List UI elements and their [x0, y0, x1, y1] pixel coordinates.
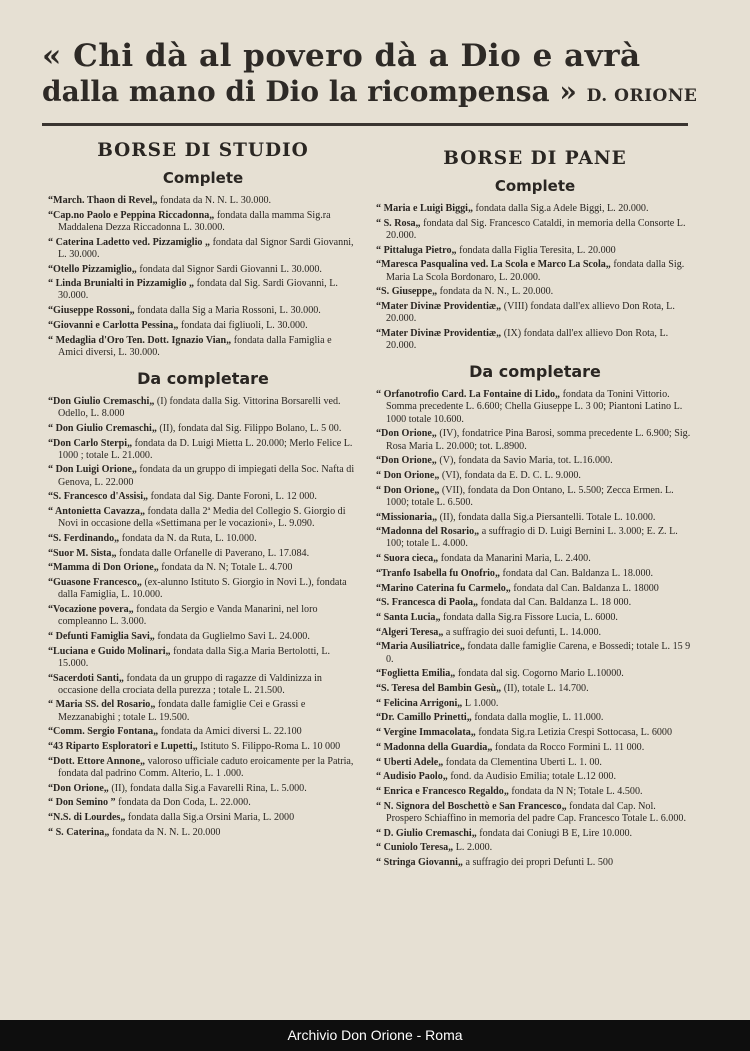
entry-details: fondata Sig.ra Letizia Crespi Sottocasa, L. 6000 — [475, 727, 673, 739]
list-item — [48, 491, 358, 503]
entry-name: “ Stringa Giovanni„ — [376, 856, 463, 868]
list-item — [376, 597, 694, 609]
entry-name: “N.S. di Lourdes„ — [48, 812, 126, 824]
list-item — [376, 526, 694, 550]
entry-details: fondata dal Can. Baldanza L. 18000 — [510, 582, 659, 594]
entry-name: “Suor M. Sista„ — [48, 547, 117, 559]
entry-name: “Mater Divinæ Providentiæ„ — [376, 300, 502, 312]
entry-details: fondata dal Sig. Francesco Cataldi, in memoria della Consorte L. 20.000. — [386, 217, 686, 241]
list-item — [376, 553, 694, 565]
entry-name: “ S. Rosa„ — [376, 217, 421, 229]
studio-complete-list — [48, 195, 358, 359]
entry-name: “ Orfanotrofio Card. La Fontaine di Lido„ — [376, 389, 561, 401]
entry-details: fondata dalla Famiglia e Amici diversi, L. 30.000. — [58, 334, 332, 358]
entry-name: “Sacerdoti Santi„ — [48, 672, 124, 684]
list-item — [376, 612, 694, 624]
list-item — [376, 712, 694, 724]
entry-name: “Maria Ausiliatrice„ — [376, 641, 465, 653]
entry-name: “Giovanni e Carlotta Pessina„ — [48, 319, 179, 331]
title-line-2 — [42, 75, 702, 108]
entry-name: “Luciana e Guido Molinari„ — [48, 645, 171, 657]
entry-details: fondata dal Cap. Nol. Prospero Schiaffino in memoria del padre Cap. Francesco Totale L. 6.000. — [386, 800, 686, 824]
entry-name: “ Don Giulio Cremaschi„ — [48, 422, 157, 434]
entry-details: fondata dalle Orfanelle di Paverano, L. 17.084. — [116, 547, 310, 559]
pane-todo-heading: Da completare — [469, 362, 601, 382]
entry-details: fondata da D. Luigi Mietta L. 20.000; Merlo Felice L. 1000 ; totale L. 21.000. — [58, 437, 353, 461]
entry-details: fondata dal Signor Sardi Giovanni L. 30.000. — [136, 263, 322, 275]
entry-details: fondata dalla Sig.a Adele Biggi, L. 20.000. — [473, 203, 649, 214]
entry-details: fondata da un gruppo di impiegati della Soc. Nafta di Genova, L. 22.000 — [58, 464, 355, 488]
entry-name: “Mamma di Don Orione„ — [48, 562, 159, 574]
entry-details: fondata da N. N; Totale L. 4.700 — [158, 562, 293, 574]
entry-name: “Algeri Teresa„ — [376, 626, 444, 638]
entry-name: “S. Ferdinando„ — [48, 532, 120, 544]
list-item — [48, 726, 358, 738]
list-item — [48, 464, 358, 488]
entry-name: “ Caterina Ladetto ved. Pizzamiglio „ — [48, 236, 211, 248]
entry-details: fondata dalla 2ª Media del Collegio S. Giorgio di Novi in occasione della «Settimana per le vocazioni», L. 9.090. — [58, 506, 346, 530]
entry-details: fondata dalle famiglie Carena, e Bossedi; totale L. 15 9 0. — [386, 641, 691, 665]
entry-details: a suffragio dei propri Defunti L. 500 — [462, 856, 613, 868]
entry-details: fondata da Amici diversi L. 22.100 — [158, 726, 302, 738]
entry-details: (II), fondata dal Sig. Filippo Bolano, L. 5 00. — [156, 422, 342, 434]
entry-name: “ Pittaluga Pietro„ — [376, 244, 457, 256]
entry-details: fondata da Clementina Uberti L. 1. 00. — [443, 756, 602, 768]
list-item — [48, 278, 358, 302]
list-item — [376, 641, 694, 665]
entry-name: “Giuseppe Rossoni„ — [48, 305, 135, 317]
entry-details: (V), fondata da Savio Maria, tot. L.16.000. — [436, 455, 613, 467]
entry-name: “ Defunti Famiglia Savi„ — [48, 630, 155, 642]
entry-name: “S. Teresa del Bambin Gesù„ — [376, 683, 502, 694]
entry-details: fondata da Tonini Vittorio. Somma precedente L. 6.600; Chella Giuseppe L. 3 00; Piantoni Latino L. 1000 totale 10.600. — [386, 389, 683, 425]
entry-name: “ Don Luigi Orione„ — [48, 464, 137, 476]
title-rule — [42, 123, 688, 126]
left-column — [48, 140, 358, 841]
entry-name: “Don Giulio Cremaschi„ — [48, 395, 155, 407]
right-column — [376, 148, 694, 872]
title-author: D. ORIONE — [586, 85, 698, 106]
entry-details: fondata da N. N., L. 20.000. — [437, 286, 554, 298]
list-item — [48, 604, 358, 628]
list-item — [376, 683, 694, 695]
list-item — [48, 699, 358, 723]
entry-details: fondata da un gruppo di ragazze di Valdinizza in occasione della crociata della purezza ; totale L. 21.500. — [58, 672, 322, 696]
list-item — [376, 512, 694, 524]
list-item — [376, 389, 694, 426]
entry-name: “Maresca Pasqualina ved. La Scola e Marco La Scola„ — [376, 259, 611, 271]
entry-name: “ Felicina Arrigoni„ — [376, 697, 463, 709]
entry-details: fondata dalla Sig. Maria La Scola Bordonaro, L. 20.000. — [386, 259, 685, 283]
list-item — [376, 485, 694, 509]
entry-name: “ Vergine Immacolata„ — [376, 727, 476, 739]
list-item — [48, 533, 358, 545]
entry-details: (II), totale L. 14.700. — [501, 683, 589, 694]
entry-name: “Don Carlo Sterpi„ — [48, 437, 133, 449]
list-item — [48, 548, 358, 560]
entry-name: “Dott. Ettore Annone„ — [48, 755, 146, 767]
entry-name: “Foglietta Emilia„ — [376, 668, 456, 680]
entry-name: “Don Orione„ — [48, 782, 109, 794]
list-item — [376, 245, 694, 257]
entry-name: “Marino Caterina fu Carmelo„ — [376, 582, 511, 594]
entry-details: fondata dal Sig. Sardi Giovanni, L. 30.000. — [58, 278, 338, 302]
entry-details: fondata dalle famiglie Cei e Grassi e Mezzanabighi ; totale L. 19.500. — [58, 699, 306, 723]
list-item — [376, 801, 694, 825]
entry-details: fondata da Rocco Formini L. 11 000. — [492, 741, 645, 753]
entry-name: “Tranfo Isabella fu Onofrio„ — [376, 567, 501, 579]
entry-details: fondata dai figliuoli, L. 30.000. — [178, 319, 308, 331]
list-item — [376, 786, 694, 798]
entry-details: fondata dalla Sig.ra Fissore Lucia, L. 6000. — [440, 611, 618, 623]
entry-name: “ Maria e Luigi Biggi„ — [376, 203, 474, 214]
entry-details: fondata dal Signor Sardi Giovanni, L. 30.000. — [58, 236, 354, 260]
entry-name: “S. Francesca di Paola„ — [376, 597, 479, 609]
pane-todo-list — [376, 389, 694, 869]
entry-details: fondata dalla Figlia Teresita, L. 20.000 — [456, 244, 616, 256]
pane-complete-list — [376, 203, 694, 352]
list-item — [376, 568, 694, 580]
entry-name: “Comm. Sergio Fontana„ — [48, 726, 159, 738]
list-item — [48, 237, 358, 261]
list-item — [376, 828, 694, 840]
title-line-1: « Chi dà al povero dà a Dio e avrà — [42, 38, 641, 74]
entry-name: “ Enrica e Francesco Regaldo„ — [376, 785, 509, 797]
list-item — [376, 698, 694, 710]
list-item — [48, 438, 358, 462]
entry-name: “ Cuniolo Teresa„ — [376, 842, 454, 854]
list-item — [376, 470, 694, 482]
entry-details: fondata da Guglielmo Savi L. 24.000. — [154, 630, 310, 642]
entry-details: (II), fondata dalla Sig.a Favarelli Rina, L. 5.000. — [108, 782, 307, 794]
list-item — [48, 562, 358, 574]
list-item — [376, 583, 694, 595]
entry-name: “Madonna del Rosario„ — [376, 526, 480, 538]
list-item — [48, 827, 358, 839]
entry-details: fondata da N. N. L. 20.000 — [109, 826, 221, 838]
studio-complete-heading: Complete — [162, 169, 244, 187]
entry-details: fondata dalla Sig.a Orsini Maria, L. 2000 — [125, 812, 295, 824]
entry-details: Istituto S. Filippo-Roma L. 10 000 — [197, 741, 341, 753]
list-item — [48, 783, 358, 795]
entry-name: “43 Riparto Esploratori e Lupetti„ — [48, 741, 198, 753]
entry-details: fondata da Manarini Maria, L. 2.400. — [438, 553, 591, 565]
list-item — [48, 506, 358, 530]
entry-name: “ Santa Lucia„ — [376, 611, 441, 623]
list-item — [48, 210, 358, 234]
entry-details: (ex-alunno Istituto S. Giorgio in Novi L.), fondata dalla Famiglia, L. 10.000. — [58, 577, 347, 601]
entry-details: fondata dalla mamma Sig.ra Maddalena Dezza Riccadonna L. 30.000. — [58, 209, 331, 233]
list-item — [48, 631, 358, 643]
entry-details: fondata da N N; Totale L. 4.500. — [508, 785, 643, 797]
entry-details: fondata da N. N. L. 30.000. — [157, 195, 272, 206]
entry-name: “March. Thaon di Revel„ — [48, 195, 158, 206]
list-item — [48, 396, 358, 420]
entry-details: fondata dalla moglie, L. 11.000. — [471, 712, 604, 724]
entry-details: a suffragio di D. Luigi Bernini L. 3.000; E. Z. L. 100; totale L. 4.000. — [386, 526, 678, 550]
list-item — [376, 668, 694, 680]
entry-name: “Cap.no Paolo e Peppina Riccadonna„ — [48, 209, 215, 221]
list-item — [48, 195, 358, 207]
list-item — [376, 857, 694, 869]
list-item — [48, 305, 358, 317]
entry-details: fondata dalla Sig a Maria Rossoni, L. 30.000. — [134, 305, 321, 317]
list-item — [376, 218, 694, 242]
entry-details: (I) fondata dalla Sig. Vittorina Borsarelli ved. Odello, L. 8.000 — [58, 395, 341, 420]
list-item — [376, 203, 694, 215]
studio-todo-heading: Da completare — [137, 368, 269, 388]
list-item — [48, 335, 358, 359]
entry-details: (II), fondata dalla Sig.a Piersantelli. Totale L. 10.000. — [437, 511, 656, 523]
title-line-2-text: dalla mano di Dio la ricompensa » — [42, 74, 577, 108]
list-item — [376, 727, 694, 739]
entry-details: (VII), fondata da Don Ontano, L. 5.500; Zecca Ermen. L. 1000; totale L. 6.500. — [386, 484, 674, 508]
entry-details: L. 2.000. — [453, 842, 493, 854]
list-item — [48, 423, 358, 435]
entry-details: fond. da Audisio Emilia; totale L.12 000. — [447, 771, 617, 783]
entry-details: (VI), fondata da E. D. C. L. 9.000. — [439, 469, 581, 481]
list-item — [376, 286, 694, 298]
list-item — [376, 742, 694, 754]
entry-details: (IV), fondatrice Pina Barosi, somma precedente L. 6.900; Sig. Rosa Maria L. 20.000; tot. L.8900. — [386, 428, 691, 452]
entry-name: “S. Francesco d'Assisi„ — [48, 491, 149, 503]
entry-name: “ Madonna della Guardia„ — [376, 741, 493, 753]
list-item — [376, 301, 694, 325]
entry-name: “Don Orione„ — [376, 455, 437, 467]
entry-details: fondata da Don Coda, L. 22.000. — [115, 797, 251, 809]
entry-name: “ Maria SS. del Rosario„ — [48, 699, 156, 711]
borse-studio-heading: BORSE DI STUDIO — [97, 140, 309, 161]
entry-details: fondata dal sig. Cogorno Mario L.10000. — [455, 668, 624, 680]
entry-name: “Guasone Francesco„ — [48, 577, 142, 589]
list-item — [376, 771, 694, 783]
list-item — [48, 741, 358, 753]
page-title — [42, 38, 702, 108]
entry-details: fondata dal Can. Baldanza L. 18.000. — [500, 567, 654, 579]
list-item — [376, 627, 694, 639]
entry-name: “ Antonietta Cavazza„ — [48, 506, 145, 518]
entry-name: “ N. Signora del Boschettò e San Francesco„ — [376, 800, 567, 812]
entry-name: “ Uberti Adele„ — [376, 756, 444, 768]
entry-name: “ Don Orione„ — [376, 484, 440, 496]
entry-name: “Mater Divinæ Providentiæ„ — [376, 327, 502, 339]
entry-name: “ Medaglia d'Oro Ten. Dott. Ignazio Vian„ — [48, 334, 232, 346]
entry-details: fondata da Sergio e Vanda Manarini, nel loro compleanno L. 3.000. — [58, 603, 318, 628]
list-item — [376, 757, 694, 769]
entry-name: “S. Giuseppe„ — [376, 286, 438, 298]
list-item — [48, 646, 358, 670]
list-item — [48, 264, 358, 276]
borse-pane-heading: BORSE DI PANE — [443, 148, 627, 169]
entry-name: “ D. Giulio Cremaschi„ — [376, 827, 477, 839]
list-item — [48, 812, 358, 824]
entry-name: “ Linda Brunialti in Pizzamiglio „ — [48, 278, 195, 290]
list-item — [376, 259, 694, 283]
list-item — [376, 842, 694, 854]
list-item — [376, 455, 694, 467]
list-item — [376, 328, 694, 352]
entry-name: “Dr. Camillo Prinetti„ — [376, 712, 472, 724]
entry-details: L 1.000. — [462, 697, 499, 709]
entry-details: fondata da N. da Ruta, L. 10.000. — [119, 532, 257, 544]
list-item — [48, 797, 358, 809]
entry-details: fondata dal Sig. Dante Foroni, L. 12 000. — [148, 491, 317, 503]
entry-details: (IX) fondata dall'ex allievo Don Rota, L. 20.000. — [386, 327, 669, 352]
pane-complete-heading: Complete — [494, 177, 576, 195]
entry-name: “Missionaria„ — [376, 511, 438, 523]
list-item — [48, 577, 358, 601]
list-item — [376, 428, 694, 452]
entry-name: “Vocazione povera„ — [48, 603, 134, 615]
entry-details: valoroso ufficiale caduto eroicamente per la Patria, fondata dal padrino Comm. Alterio, L. 1 .000. — [58, 755, 354, 779]
entry-name: “ S. Caterina„ — [48, 826, 110, 838]
studio-todo-list — [48, 396, 358, 839]
list-item — [48, 673, 358, 697]
entry-name: “ Audisio Paolo„ — [376, 771, 448, 783]
entry-name: “Don Orione„ — [376, 428, 437, 440]
entry-details: a suffragio dei suoi defunti, L. 14.000. — [443, 626, 602, 638]
list-item — [48, 320, 358, 332]
entry-details: fondata dai Coniugi B E, Lire 10.000. — [476, 827, 633, 839]
entry-name: “ Suora cieca„ — [376, 553, 439, 565]
entry-details: fondata dalla Sig.a Maria Bertolotti, L. 15.000. — [58, 645, 331, 669]
entry-name: “ Don Semino ” — [48, 797, 116, 809]
list-item — [48, 756, 358, 780]
entry-details: fondata dal Can. Baldanza L. 18 000. — [478, 597, 632, 609]
archive-footer: Archivio Don Orione - Roma — [0, 1020, 750, 1051]
entry-details: (VIII) fondata dall'ex allievo Don Rota, L. 20.000. — [386, 300, 675, 325]
entry-name: “ Don Orione„ — [376, 469, 440, 481]
entry-name: “Otello Pizzamiglio„ — [48, 263, 137, 275]
